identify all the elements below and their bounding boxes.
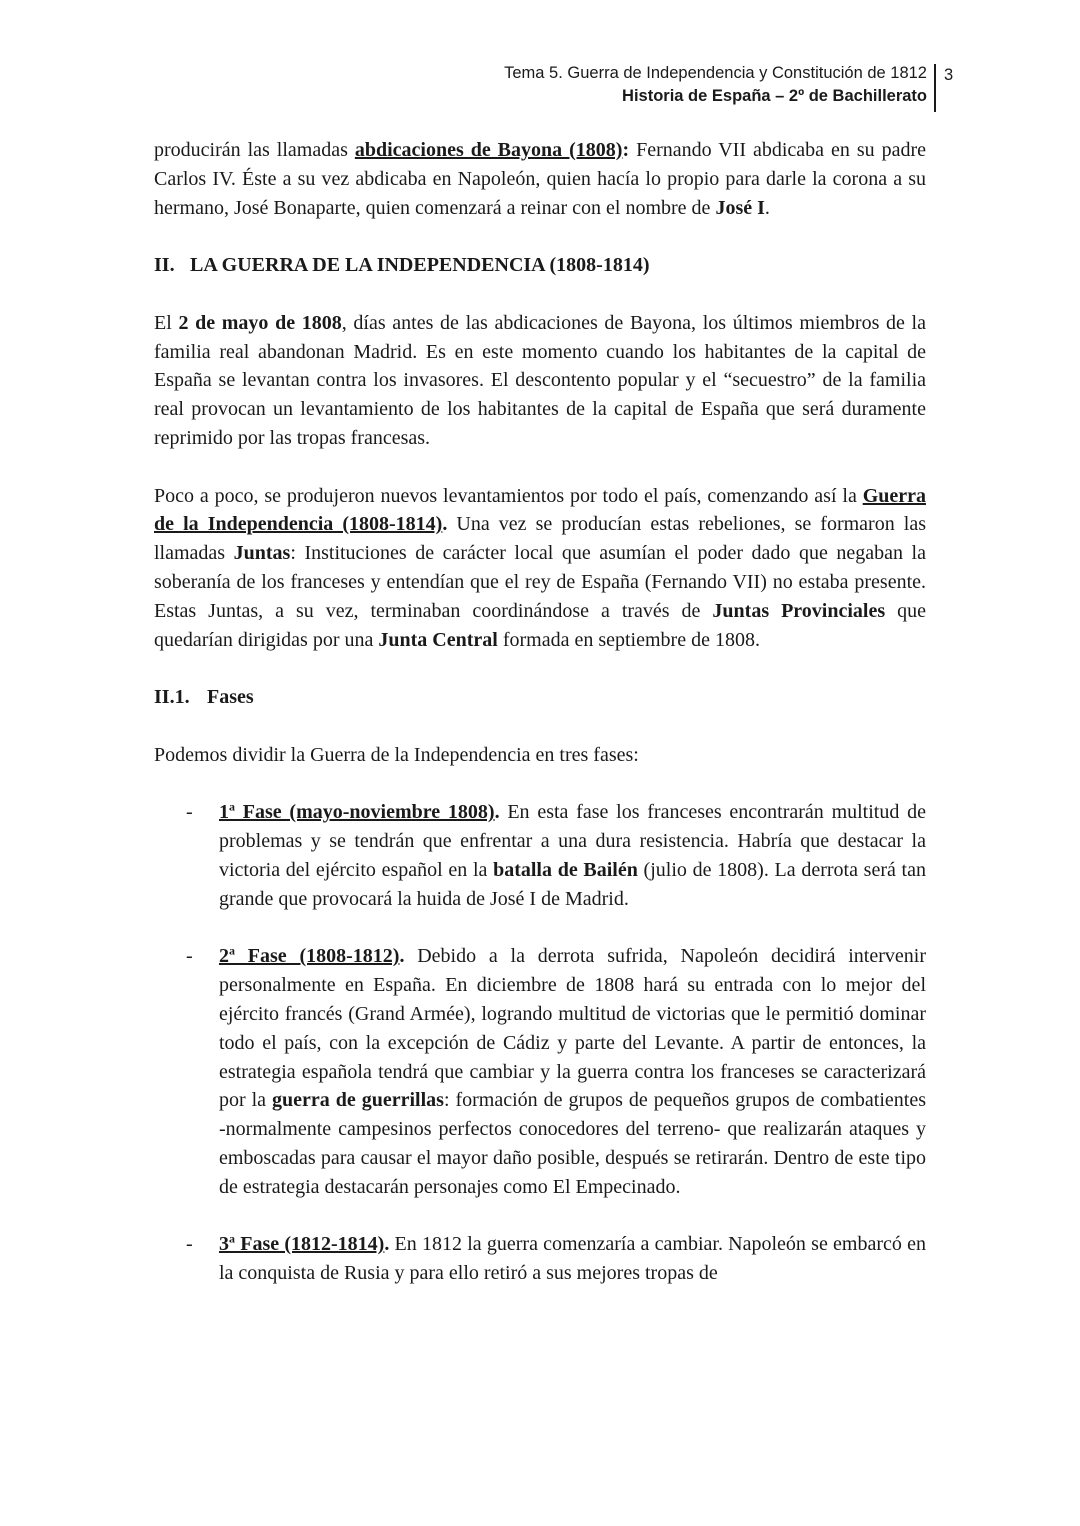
header-divider: [934, 64, 936, 112]
document-body: [154, 136, 926, 1317]
list-item-phase-1: - 1$^a$ Fase (mayo-noviembre 1808). En esta fase los franceses encontrarán multitud de problemas y se tendrán que enfrentar a una dura resistencia. Habría que destacar la victoria del ejército español en la batalla de Bailén (julio de 1808). La derrota será tan grande que provocará la huida de José I de Madrid.: [186, 799, 926, 910]
paragraph-juntas: Poco a poco, se produjeron nuevos levantamientos por todo el país, comenzando así la Guerra de la Independencia (1808-1814). Una vez se producían estas rebeliones, se formaron las llamadas Juntas: Instituciones de carácter local que asumían el poder dado que negaban la soberanía de los franceses y entendían que el rey de España (Fernando VII) no estaba presente. Estas Juntas, a su vez, terminaban coordinándose a través de Juntas Provinciales que quedarían dirigidas por una Junta Central formada en septiembre de 1808.: [154, 484, 926, 651]
list-bullet: -: [186, 1233, 193, 1256]
page-number: 3: [944, 66, 954, 84]
intro-paragraph: producirán las llamadas abdicaciones de Bayona (1808): Fernando VII abdicaba en su padre Carlos IV. Éste a su vez abdicaba en Napoleón, quien hacía lo propio para darle la corona a su hermano, José Bonaparte, quien comenzará a reinar con el nombre de José I.: [154, 139, 926, 219]
page-header: [504, 62, 927, 108]
section-heading-ii-1: II.1. Fases: [154, 686, 254, 709]
list-item-phase-2: - 2$^a$ Fase (1808-1812). Debido a la derrota sufrida, Napoleón decidirá intervenir personalmente en España. En diciembre de 1808 hará su entrada con lo mejor del ejército francés (Grand Armée), logrando multitud de victorias que le permitió dominar todo el país, con la excepción de Cádiz y parte del Levante. A partir de entonces, la estrategia española tendrá que cambiar y la guerra contra los franceses se caracterizará por la guerra de guerrillas: formación de grupos de pequeños grupos de combatientes -normalmente campesinos perfectos conocedores del terreno- que realizarán ataques y emboscadas para causar el mayor daño posible, después se retirarán. Dentro de este tipo de estrategia destacarán personajes como El Empecinado.: [186, 943, 926, 1198]
phase-label: 2$^a$ Fase (1808-1812): [219, 943, 400, 968]
list-bullet: -: [186, 945, 193, 968]
list-bullet: -: [186, 801, 193, 824]
jose-i-term: José I: [715, 196, 765, 219]
list-item-phase-3: - 3$^a$ Fase (1812-1814). En 1812 la guerra comenzaría a cambiar. Napoleón se embarcó en la conquista de Rusia y para ello retiró a sus mejores tropas de: [186, 1231, 926, 1285]
abdicaciones-term: abdicaciones de Bayona (1808): [354, 139, 623, 161]
document-title: Tema 5. Guerra de Independencia y Constitución de 1812: [504, 64, 927, 82]
section-heading-ii: II. LA GUERRA DE LA INDEPENDENCIA (1808-1814): [154, 254, 650, 277]
phase-label: 1$^a$ Fase (mayo-noviembre 1808): [219, 799, 495, 824]
document-subtitle: Historia de España – 2º de Bachillerato: [622, 87, 927, 105]
paragraph-dos-de-mayo: El 2 de mayo de 1808, días antes de las abdicaciones de Bayona, los últimos miembros de la familia real abandonan Madrid. Es en este momento cuando los habitantes de la capital de España se levantan contra los invasores. El descontento popular y el “secuestro” de la familia real provocan un levantamiento de los habitantes de la capital de España que será duramente reprimido por las tropas francesas.: [154, 311, 926, 449]
paragraph-fases-intro: Podemos dividir la Guerra de la Independencia en tres fases:: [154, 743, 639, 766]
phase-label: 3$^a$ Fase (1812-1814): [219, 1231, 385, 1256]
